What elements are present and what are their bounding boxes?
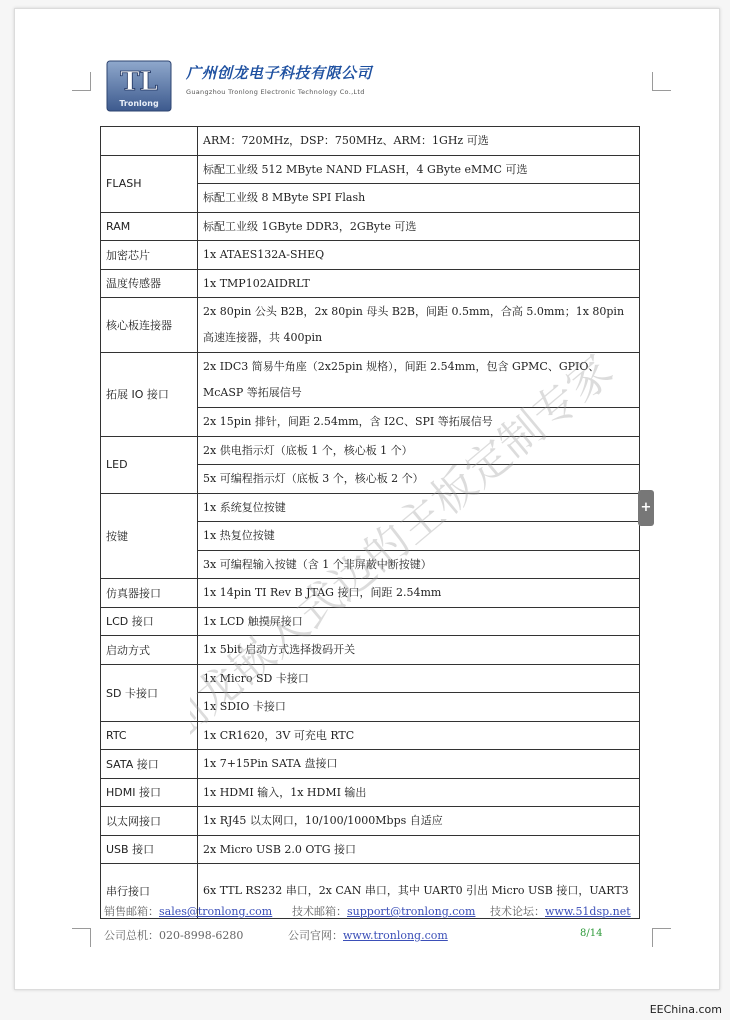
spec-value: 6x TTL RS232 串口，2x CAN 串口，其中 UART0 引出 Micro USB 接口，UART3 bbox=[198, 864, 640, 919]
spec-value: 1x SDIO 卡接口 bbox=[198, 693, 640, 722]
spec-label: SATA 接口 bbox=[101, 750, 198, 779]
table-row bbox=[101, 607, 640, 636]
table-row bbox=[101, 778, 640, 807]
website-label: 公司官网： bbox=[288, 929, 343, 942]
table-row bbox=[101, 835, 640, 864]
site-watermark: EEChina.com bbox=[649, 1003, 722, 1016]
sales-email-link[interactable]: sales@tronlong.com bbox=[159, 905, 273, 918]
table-row bbox=[101, 664, 640, 693]
spec-label: USB 接口 bbox=[101, 835, 198, 864]
spec-value: 2x 80pin 公头 B2B，2x 80pin 母头 B2B，间距 0.5mm，合高 5.0mm；1x 80pin 高速连接器，共 400pin bbox=[198, 298, 640, 353]
phone-number: 020-8998-6280 bbox=[159, 929, 244, 942]
page-number: 8/14 bbox=[580, 928, 603, 939]
crop-mark-top-left bbox=[72, 72, 91, 91]
spec-label: 启动方式 bbox=[101, 636, 198, 665]
spec-label: 按键 bbox=[101, 493, 198, 579]
spec-value: 标配工业级 512 MByte NAND FLASH，4 GByte eMMC 可选 bbox=[198, 155, 640, 184]
table-row bbox=[101, 212, 640, 241]
table-row bbox=[101, 493, 640, 522]
spec-value: 2x IDC3 简易牛角座（2x25pin 规格），间距 2.54mm，包含 GPMC、GPIO、McASP 等拓展信号 bbox=[198, 353, 640, 408]
spec-label: LED bbox=[101, 436, 198, 493]
table-row bbox=[101, 269, 640, 298]
sales-email-label: 销售邮箱： bbox=[104, 905, 159, 918]
spec-label: FLASH bbox=[101, 155, 198, 212]
spec-value: 标配工业级 8 MByte SPI Flash bbox=[198, 184, 640, 213]
spec-value: 1x HDMI 输入，1x HDMI 输出 bbox=[198, 778, 640, 807]
spec-label: RAM bbox=[101, 212, 198, 241]
table-row bbox=[101, 636, 640, 665]
spec-label: 拓展 IO 接口 bbox=[101, 353, 198, 437]
crop-mark-bottom-left bbox=[72, 928, 91, 947]
table-row bbox=[101, 579, 640, 608]
spec-label: LCD 接口 bbox=[101, 607, 198, 636]
table-row bbox=[101, 127, 640, 156]
spec-value: 1x RJ45 以太网口，10/100/1000Mbps 自适应 bbox=[198, 807, 640, 836]
side-expand-tab[interactable]: + bbox=[638, 490, 654, 526]
spec-value: 1x ATAES132A-SHEQ bbox=[198, 241, 640, 270]
spec-value: 1x LCD 触摸屏接口 bbox=[198, 607, 640, 636]
spec-value: 1x 7+15Pin SATA 盘接口 bbox=[198, 750, 640, 779]
spec-value: 1x CR1620，3V 可充电 RTC bbox=[198, 721, 640, 750]
tech-email-label: 技术邮箱： bbox=[292, 905, 347, 918]
spec-label: 温度传感器 bbox=[101, 269, 198, 298]
spec-value: 3x 可编程输入按键（含 1 个非屏蔽中断按键） bbox=[198, 550, 640, 579]
spec-value: 2x 15pin 排针，间距 2.54mm，含 I2C、SPI 等拓展信号 bbox=[198, 408, 640, 437]
company-name-en: Guangzhou Tronlong Electronic Technology Co.,Ltd bbox=[186, 88, 365, 96]
spec-value: ARM：720MHz，DSP：750MHz、ARM：1GHz 可选 bbox=[198, 127, 640, 156]
logo-subtext: Tronlong bbox=[119, 99, 159, 108]
spec-label: 串行接口 bbox=[101, 864, 198, 919]
spec-value: 1x Micro SD 卡接口 bbox=[198, 664, 640, 693]
spec-value: 1x 14pin TI Rev B JTAG 接口，间距 2.54mm bbox=[198, 579, 640, 608]
spec-value: 1x TMP102AIDRLT bbox=[198, 269, 640, 298]
spec-label: 核心板连接器 bbox=[101, 298, 198, 353]
spec-label: 以太网接口 bbox=[101, 807, 198, 836]
logo-text: TL bbox=[120, 67, 158, 97]
spec-label bbox=[101, 127, 198, 156]
table-row bbox=[101, 353, 640, 408]
spec-label: RTC bbox=[101, 721, 198, 750]
spec-label: 仿真器接口 bbox=[101, 579, 198, 608]
spec-label: SD 卡接口 bbox=[101, 664, 198, 721]
website-link[interactable]: www.tronlong.com bbox=[343, 929, 448, 942]
phone-label: 公司总机： bbox=[104, 929, 159, 942]
table-row bbox=[101, 436, 640, 465]
spec-value: 2x 供电指示灯（底板 1 个，核心板 1 个） bbox=[198, 436, 640, 465]
company-name-cn: 广州创龙电子科技有限公司 bbox=[186, 64, 373, 82]
spec-value: 5x 可编程指示灯（底板 3 个，核心板 2 个） bbox=[198, 465, 640, 494]
spec-value: 标配工业级 1GByte DDR3，2GByte 可选 bbox=[198, 212, 640, 241]
spec-table bbox=[100, 126, 640, 919]
spec-value: 1x 系统复位按键 bbox=[198, 493, 640, 522]
tech-email-link[interactable]: support@tronlong.com bbox=[347, 905, 476, 918]
spec-value: 2x Micro USB 2.0 OTG 接口 bbox=[198, 835, 640, 864]
tronlong-logo bbox=[106, 60, 172, 112]
spec-value: 1x 5bit 启动方式选择拨码开关 bbox=[198, 636, 640, 665]
table-row bbox=[101, 155, 640, 184]
table-row bbox=[101, 298, 640, 353]
forum-link[interactable]: www.51dsp.net bbox=[545, 905, 631, 918]
table-row bbox=[101, 721, 640, 750]
table-row bbox=[101, 750, 640, 779]
crop-mark-top-right bbox=[652, 72, 671, 91]
forum-label: 技术论坛： bbox=[490, 905, 545, 918]
crop-mark-bottom-right bbox=[652, 928, 671, 947]
table-row bbox=[101, 807, 640, 836]
table-row bbox=[101, 241, 640, 270]
spec-label: 加密芯片 bbox=[101, 241, 198, 270]
spec-label: HDMI 接口 bbox=[101, 778, 198, 807]
spec-value: 1x 热复位按键 bbox=[198, 522, 640, 551]
